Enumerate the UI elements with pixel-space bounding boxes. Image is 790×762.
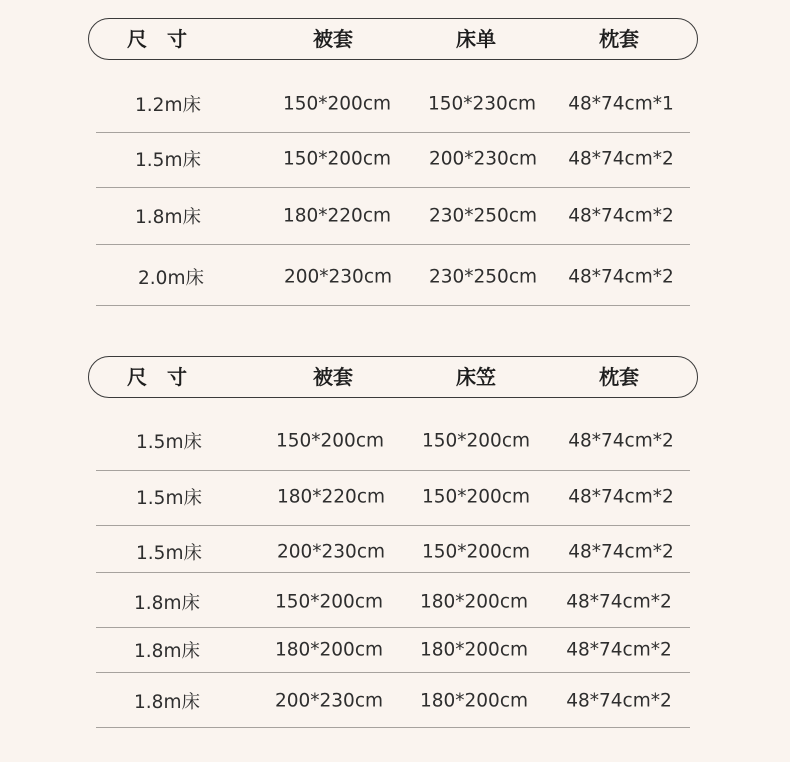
cell-pillowcase: 48*74cm*2 [568,148,674,170]
cell-fitted-sheet: 180*200cm [419,639,529,661]
cell-size: 1.5m床 [136,543,202,564]
header-duvet-cover: 被套 [313,27,353,51]
header-duvet-cover: 被套 [313,365,353,389]
cell-duvet-cover: 200*230cm [274,690,384,712]
table-row [96,572,690,627]
table-row [96,627,690,672]
cell-pillowcase: 48*74cm*2 [566,591,672,613]
cell-fitted-sheet: 150*200cm [421,486,531,508]
table-header [88,356,698,398]
header-size: 尺 寸 [127,365,187,389]
cell-pillowcase: 48*74cm*2 [568,486,674,508]
cell-size: 1.8m床 [135,207,201,228]
cell-size: 1.8m床 [134,641,200,662]
cell-size: 1.2m床 [135,95,201,116]
cell-fitted-sheet: 180*200cm [419,591,529,613]
table-row [96,244,690,305]
cell-duvet-cover: 150*200cm [274,591,384,613]
cell-pillowcase: 48*74cm*2 [566,639,672,661]
cell-pillowcase: 48*74cm*1 [568,93,674,115]
cell-duvet-cover: 200*230cm [283,266,393,288]
cell-bed-sheet: 230*250cm [428,266,538,288]
header-size: 尺 寸 [127,27,187,51]
cell-pillowcase: 48*74cm*2 [568,266,674,288]
table-row [96,470,690,525]
cell-size: 1.8m床 [134,593,200,614]
cell-fitted-sheet: 180*200cm [419,690,529,712]
cell-size: 1.5m床 [136,432,202,453]
cell-pillowcase: 48*74cm*2 [568,541,674,563]
row-divider [96,727,690,728]
header-fitted-sheet: 床笠 [456,365,496,389]
header-pillowcase: 枕套 [599,27,639,51]
cell-pillowcase: 48*74cm*2 [568,430,674,452]
cell-duvet-cover: 200*230cm [276,541,386,563]
cell-bed-sheet: 200*230cm [428,148,538,170]
cell-duvet-cover: 180*200cm [274,639,384,661]
table-row [96,76,690,132]
cell-bed-sheet: 230*250cm [428,205,538,227]
table-row [96,672,690,727]
table-header [88,18,698,60]
row-divider [96,305,690,306]
header-pillowcase: 枕套 [599,365,639,389]
cell-pillowcase: 48*74cm*2 [566,690,672,712]
table-row [96,525,690,572]
cell-size: 1.8m床 [134,692,200,713]
table-row [96,187,690,244]
cell-fitted-sheet: 150*200cm [421,430,531,452]
cell-duvet-cover: 150*200cm [282,93,392,115]
cell-bed-sheet: 150*230cm [427,93,537,115]
cell-duvet-cover: 180*220cm [276,486,386,508]
cell-pillowcase: 48*74cm*2 [568,205,674,227]
cell-duvet-cover: 150*200cm [275,430,385,452]
table-row [96,132,690,187]
header-bed-sheet: 床单 [456,27,496,51]
cell-fitted-sheet: 150*200cm [421,541,531,563]
table-row [96,414,690,470]
cell-size: 1.5m床 [136,488,202,509]
cell-size: 2.0m床 [138,268,204,289]
cell-duvet-cover: 180*220cm [282,205,392,227]
cell-size: 1.5m床 [135,150,201,171]
cell-duvet-cover: 150*200cm [282,148,392,170]
